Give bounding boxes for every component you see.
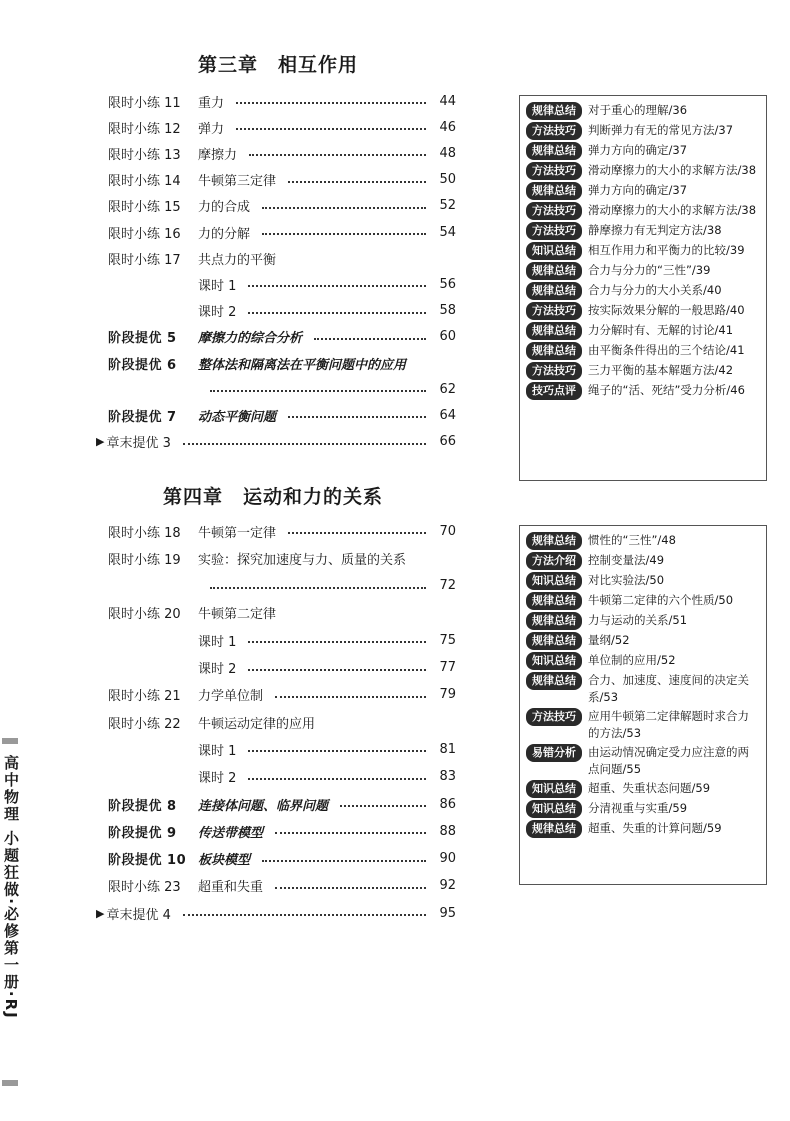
leader-dots bbox=[248, 285, 426, 287]
note-text: 牛顿第二定律的六个性质/50 bbox=[588, 593, 734, 607]
chapter4-title: 第四章 运动和力的关系 bbox=[163, 486, 384, 508]
note-entry bbox=[526, 592, 760, 610]
leader-dots bbox=[210, 390, 426, 392]
sidebar-decoration bbox=[2, 738, 18, 744]
toc-row-page: 95 bbox=[439, 905, 456, 921]
toc-row[interactable] bbox=[108, 300, 456, 322]
toc-row-label: 限时小练 22 bbox=[108, 716, 181, 732]
toc-row[interactable] bbox=[108, 404, 456, 426]
toc-row-title: 牛顿第二定律 bbox=[198, 607, 277, 623]
toc-row[interactable] bbox=[108, 629, 456, 651]
toc-row-title: 课时 2 bbox=[198, 305, 237, 321]
note-text: 分清视重与实重/59 bbox=[588, 801, 688, 815]
leader-dots bbox=[249, 154, 426, 156]
note-text: 由平衡条件得出的三个结论/41 bbox=[588, 343, 745, 357]
toc-row-page: 46 bbox=[439, 119, 456, 135]
chapter3-title: 第三章 相互作用 bbox=[198, 54, 359, 76]
toc-row-title: 重力 bbox=[198, 95, 225, 111]
toc-row-label: 阶段提优 7 bbox=[108, 409, 177, 425]
toc-row-title: 板块模型 bbox=[198, 853, 251, 869]
note-text: 超重、失重的计算问题/59 bbox=[588, 821, 722, 835]
toc-row-page: 92 bbox=[439, 878, 456, 894]
leader-dots bbox=[248, 778, 426, 780]
toc-row[interactable] bbox=[108, 684, 456, 706]
toc-row-page: 86 bbox=[439, 796, 456, 812]
toc-row-title: 牛顿运动定律的应用 bbox=[198, 716, 316, 732]
toc-row-title: 牛顿第一定律 bbox=[198, 525, 277, 541]
toc-row-page: 54 bbox=[439, 224, 456, 240]
toc-row[interactable] bbox=[108, 848, 456, 870]
leader-dots bbox=[275, 832, 426, 834]
toc-row-title: 力的合成 bbox=[198, 200, 251, 216]
toc-row[interactable] bbox=[108, 575, 456, 597]
note-tag-badge: 技巧点评 bbox=[526, 382, 582, 400]
toc-row-label: 限时小练 14 bbox=[108, 174, 181, 190]
note-text: 合力与分力的“三性”/39 bbox=[588, 263, 711, 277]
note-entry bbox=[526, 572, 760, 590]
note-text: 滑动摩擦力的大小的求解方法/38 bbox=[588, 203, 757, 217]
leader-dots bbox=[288, 532, 426, 534]
note-entry bbox=[526, 202, 760, 220]
toc-row[interactable] bbox=[108, 273, 456, 295]
toc-row[interactable] bbox=[108, 875, 456, 897]
leader-dots bbox=[314, 338, 426, 340]
toc-row-title: 超重和失重 bbox=[198, 880, 264, 896]
note-tag-badge: 易错分析 bbox=[526, 744, 582, 762]
toc-row-title: 传送带模型 bbox=[198, 825, 264, 841]
leader-dots bbox=[288, 181, 426, 183]
chapter4-notes-box bbox=[519, 525, 767, 885]
toc-row-page: 66 bbox=[439, 434, 456, 450]
leader-dots bbox=[236, 128, 426, 130]
toc-row-title: 牛顿第三定律 bbox=[198, 174, 277, 190]
toc-row-label: 阶段提优 9 bbox=[108, 825, 177, 841]
note-text: 三力平衡的基本解题方法/42 bbox=[588, 363, 734, 377]
toc-row-page: 48 bbox=[439, 145, 456, 161]
note-text: 相互作用力和平衡力的比较/39 bbox=[588, 243, 745, 257]
note-entry bbox=[526, 780, 760, 798]
toc-row-page: 64 bbox=[439, 407, 456, 423]
note-entry bbox=[526, 302, 760, 320]
note-tag-badge: 方法介绍 bbox=[526, 552, 582, 570]
toc-row-label: 章末提优 3 bbox=[106, 436, 171, 452]
note-entry bbox=[526, 632, 760, 650]
note-entry bbox=[526, 672, 760, 706]
note-entry bbox=[526, 362, 760, 380]
note-tag-badge: 规律总结 bbox=[526, 282, 582, 300]
leader-dots bbox=[236, 102, 426, 104]
note-entry bbox=[526, 122, 760, 140]
note-entry bbox=[526, 222, 760, 240]
toc-row-title: 整体法和隔离法在平衡问题中的应用 bbox=[198, 357, 407, 373]
toc-row-title: 弹力 bbox=[198, 121, 225, 137]
note-text: 合力、加速度、速度间的决定关系/53 bbox=[588, 673, 749, 704]
toc-row-page: 60 bbox=[439, 329, 456, 345]
toc-row[interactable] bbox=[108, 116, 456, 138]
toc-row-title: 课时 1 bbox=[198, 278, 237, 294]
leader-dots bbox=[275, 887, 426, 889]
sidebar-title: 高中物理 小题狂做·必修第一册·RJ bbox=[2, 755, 20, 1020]
note-tag-badge: 方法技巧 bbox=[526, 122, 582, 140]
note-entry bbox=[526, 820, 760, 838]
toc-row-title: 摩擦力 bbox=[198, 147, 238, 163]
note-tag-badge: 方法技巧 bbox=[526, 202, 582, 220]
note-tag-badge: 规律总结 bbox=[526, 182, 582, 200]
note-text: 滑动摩擦力的大小的求解方法/38 bbox=[588, 163, 757, 177]
toc-row[interactable] bbox=[108, 602, 456, 624]
leader-dots bbox=[183, 443, 426, 445]
triangle-icon: ▶ bbox=[96, 906, 105, 920]
toc-row-title: 课时 1 bbox=[198, 634, 237, 650]
leader-dots bbox=[248, 750, 426, 752]
toc-row-label: 限时小练 19 bbox=[108, 552, 181, 568]
note-tag-badge: 知识总结 bbox=[526, 780, 582, 798]
leader-dots bbox=[262, 233, 426, 235]
note-tag-badge: 规律总结 bbox=[526, 672, 582, 690]
note-entry bbox=[526, 322, 760, 340]
toc-row-title: 共点力的平衡 bbox=[198, 252, 277, 268]
note-text: 对比实验法/50 bbox=[588, 573, 665, 587]
toc-row-title: 力学单位制 bbox=[198, 689, 264, 705]
note-text: 力与运动的关系/51 bbox=[588, 613, 688, 627]
toc-row-label: 阶段提优 8 bbox=[108, 798, 177, 814]
toc-row-title: 课时 1 bbox=[198, 743, 237, 759]
toc-row-page: 44 bbox=[439, 93, 456, 109]
toc-row-page: 90 bbox=[439, 851, 456, 867]
toc-row-label: 章末提优 4 bbox=[106, 907, 171, 923]
note-text: 弹力方向的确定/37 bbox=[588, 183, 688, 197]
triangle-icon: ▶ bbox=[96, 435, 105, 449]
note-tag-badge: 方法技巧 bbox=[526, 222, 582, 240]
toc-row-page: 70 bbox=[439, 523, 456, 539]
note-entry bbox=[526, 182, 760, 200]
toc-row[interactable] bbox=[108, 793, 456, 815]
toc-row-title: 课时 2 bbox=[198, 771, 237, 787]
toc-row-label: 限时小练 17 bbox=[108, 252, 181, 268]
note-tag-badge: 知识总结 bbox=[526, 572, 582, 590]
toc-row-title: 实验：探究加速度与力、质量的关系 bbox=[198, 552, 407, 568]
toc-row-page: 50 bbox=[439, 172, 456, 188]
toc-row[interactable] bbox=[108, 326, 456, 348]
toc-row-label: 限时小练 12 bbox=[108, 121, 181, 137]
note-tag-badge: 规律总结 bbox=[526, 262, 582, 280]
toc-row-title: 动态平衡问题 bbox=[198, 409, 277, 425]
toc-row[interactable] bbox=[108, 195, 456, 217]
toc-row-label: 阶段提优 6 bbox=[108, 357, 177, 373]
leader-dots bbox=[210, 587, 426, 589]
toc-row[interactable] bbox=[96, 431, 456, 453]
note-tag-badge: 方法技巧 bbox=[526, 362, 582, 380]
chapter3-notes-box bbox=[519, 95, 767, 481]
note-text: 力分解时有、无解的讨论/41 bbox=[588, 323, 734, 337]
note-entry bbox=[526, 162, 760, 180]
toc-row-title: 连接体问题、临界问题 bbox=[198, 798, 329, 814]
note-entry bbox=[526, 552, 760, 570]
toc-row[interactable] bbox=[108, 378, 456, 400]
note-entry bbox=[526, 142, 760, 160]
note-tag-badge: 规律总结 bbox=[526, 102, 582, 120]
note-text: 超重、失重状态问题/59 bbox=[588, 781, 711, 795]
toc-row-label: 限时小练 21 bbox=[108, 689, 181, 705]
toc-row-page: 79 bbox=[439, 687, 456, 703]
toc-row-page: 83 bbox=[439, 769, 456, 785]
note-entry bbox=[526, 262, 760, 280]
leader-dots bbox=[248, 312, 426, 314]
toc-row-label: 阶段提优 10 bbox=[108, 853, 187, 869]
toc-row[interactable] bbox=[108, 352, 456, 374]
leader-dots bbox=[248, 641, 426, 643]
toc-row-label: 限时小练 16 bbox=[108, 226, 181, 242]
note-text: 弹力方向的确定/37 bbox=[588, 143, 688, 157]
toc-row-label: 限时小练 20 bbox=[108, 607, 181, 623]
note-text: 绳子的“活、死结”受力分析/46 bbox=[588, 383, 745, 397]
note-entry bbox=[526, 744, 760, 778]
toc-row-label: 限时小练 15 bbox=[108, 200, 181, 216]
note-text: 惯性的“三性”/48 bbox=[588, 533, 676, 547]
note-text: 对于重心的理解/36 bbox=[588, 103, 688, 117]
toc-row-label: 限时小练 13 bbox=[108, 147, 181, 163]
note-tag-badge: 方法技巧 bbox=[526, 162, 582, 180]
note-entry bbox=[526, 612, 760, 630]
toc-row-label: 阶段提优 5 bbox=[108, 331, 177, 347]
toc-row[interactable] bbox=[108, 221, 456, 243]
leader-dots bbox=[262, 860, 426, 862]
note-entry bbox=[526, 652, 760, 670]
note-text: 单位制的应用/52 bbox=[588, 653, 676, 667]
toc-row-page: 62 bbox=[439, 381, 456, 397]
note-tag-badge: 方法技巧 bbox=[526, 708, 582, 726]
toc-row-page: 56 bbox=[439, 276, 456, 292]
note-text: 控制变量法/49 bbox=[588, 553, 665, 567]
note-text: 应用牛顿第二定律解题时求合力的方法/53 bbox=[588, 709, 749, 740]
leader-dots bbox=[275, 696, 426, 698]
toc-row-title: 力的分解 bbox=[198, 226, 251, 242]
toc-row[interactable] bbox=[108, 169, 456, 191]
leader-dots bbox=[183, 914, 426, 916]
note-text: 量纲/52 bbox=[588, 633, 630, 647]
note-tag-badge: 规律总结 bbox=[526, 592, 582, 610]
toc-row[interactable] bbox=[108, 520, 456, 542]
toc-row-page: 72 bbox=[439, 578, 456, 594]
note-text: 按实际效果分解的一般思路/40 bbox=[588, 303, 745, 317]
toc-row-label: 限时小练 18 bbox=[108, 525, 181, 541]
toc-row-page: 88 bbox=[439, 823, 456, 839]
leader-dots bbox=[248, 669, 426, 671]
note-tag-badge: 规律总结 bbox=[526, 322, 582, 340]
note-tag-badge: 规律总结 bbox=[526, 142, 582, 160]
note-entry bbox=[526, 532, 760, 550]
note-tag-badge: 规律总结 bbox=[526, 820, 582, 838]
note-tag-badge: 规律总结 bbox=[526, 612, 582, 630]
toc-row[interactable] bbox=[108, 142, 456, 164]
leader-dots bbox=[262, 207, 426, 209]
toc-row-page: 52 bbox=[439, 198, 456, 214]
toc-row[interactable] bbox=[108, 820, 456, 842]
toc-row-label: 限时小练 11 bbox=[108, 95, 181, 111]
note-text: 由运动情况确定受力应注意的两点问题/55 bbox=[588, 745, 749, 776]
note-tag-badge: 规律总结 bbox=[526, 342, 582, 360]
toc-row-title: 课时 2 bbox=[198, 662, 237, 677]
note-tag-badge: 方法技巧 bbox=[526, 302, 582, 320]
note-tag-badge: 规律总结 bbox=[526, 532, 582, 550]
note-entry bbox=[526, 102, 760, 120]
note-tag-badge: 规律总结 bbox=[526, 632, 582, 650]
note-text: 静摩擦力有无判定方法/38 bbox=[588, 223, 722, 237]
sidebar-decoration bbox=[2, 1080, 18, 1086]
note-entry bbox=[526, 282, 760, 300]
note-entry bbox=[526, 382, 760, 400]
toc-row-page: 81 bbox=[439, 741, 456, 757]
note-text: 合力与分力的大小关系/40 bbox=[588, 283, 722, 297]
toc-row[interactable] bbox=[96, 902, 456, 924]
leader-dots bbox=[340, 805, 426, 807]
toc-row[interactable] bbox=[108, 247, 456, 269]
toc-row-title: 摩擦力的综合分析 bbox=[198, 331, 303, 347]
note-entry bbox=[526, 242, 760, 260]
note-tag-badge: 知识总结 bbox=[526, 800, 582, 818]
toc-row[interactable] bbox=[108, 766, 456, 788]
toc-row[interactable] bbox=[108, 547, 456, 569]
toc-row[interactable] bbox=[108, 657, 456, 679]
toc-row-page: 77 bbox=[439, 660, 456, 675]
note-tag-badge: 知识总结 bbox=[526, 652, 582, 670]
toc-row[interactable] bbox=[108, 90, 456, 112]
note-tag-badge: 知识总结 bbox=[526, 242, 582, 260]
toc-row[interactable] bbox=[108, 711, 456, 733]
note-entry bbox=[526, 708, 760, 742]
leader-dots bbox=[288, 416, 426, 418]
toc-row-page: 58 bbox=[439, 303, 456, 319]
toc-row-page: 75 bbox=[439, 632, 456, 648]
note-text: 判断弹力有无的常见方法/37 bbox=[588, 123, 734, 137]
note-entry bbox=[526, 800, 760, 818]
toc-row[interactable] bbox=[108, 738, 456, 760]
toc-row-label: 限时小练 23 bbox=[108, 880, 181, 896]
note-entry bbox=[526, 342, 760, 360]
